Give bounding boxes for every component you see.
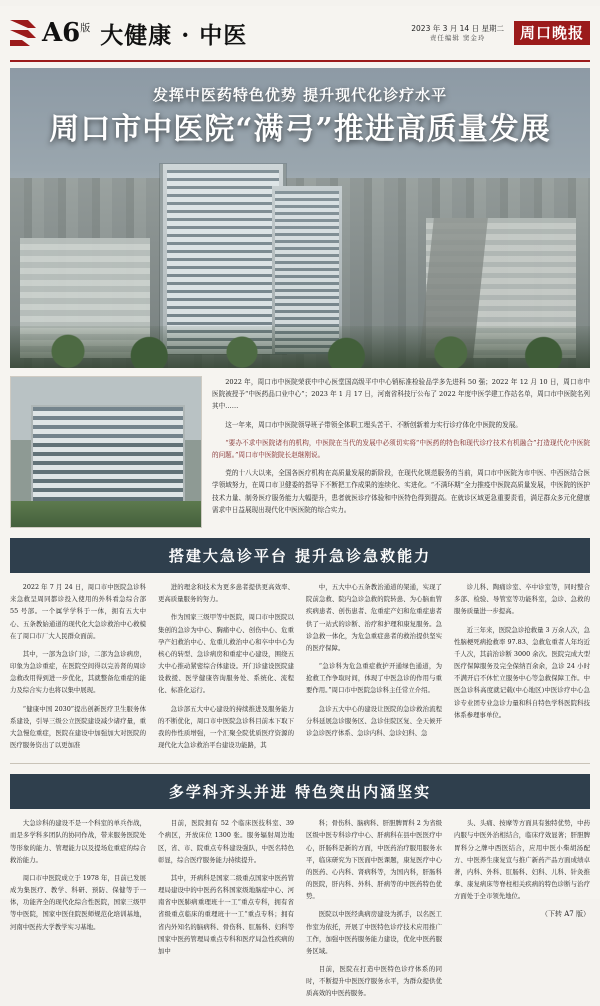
- section-banner-second: 多学科齐头并进 特色突出内涵坚实: [10, 774, 590, 809]
- lead-photo-building: [31, 405, 185, 509]
- hero-headline: 周口市中医院“满弓”推进高质量发展: [49, 112, 551, 147]
- paragraph: 周口市中医院成立于 1978 年，目前已发展成为集医疗、教学、科研、预防、保健等于一体，功能齐全的现代化综合性医院，国家三级甲等中医院，国家中医住院医师规范化培训基地，河南中医药大学教学实习基地。: [10, 873, 146, 931]
- section-one-columns: [10, 581, 590, 757]
- section-two-column-3: [306, 817, 442, 1005]
- paragraph: 2022 年 7 月 24 日，周口市中医院急诊科来急救呈周同都诊投入使用的外科看急综合部 55 号部。一个属学学科于一体，拥有五大中心、五条教始通道的现代化大急诊救治中心救模在了周口市厂大人民群众面前。: [10, 583, 146, 640]
- hero-treeline: [10, 326, 590, 368]
- section-two-column-4: [454, 817, 590, 1005]
- lead-photo: [10, 376, 202, 528]
- masthead: [10, 6, 590, 62]
- section-two-column-2: [158, 817, 294, 1005]
- lead-paragraph-quote: “要办不求中医院诸有的机构，中医院在当代的发展中必须切实将“中医药的特色和现代诊疗技术有机融合”打造现代化中医院的问题。”周口市中医院院长赵继刚说。: [212, 438, 590, 459]
- section-one-column-4: [454, 581, 590, 757]
- lead-photo-lawn: [11, 501, 201, 527]
- section-two-columns: [10, 817, 590, 1005]
- section-title: 大健康 · 中医: [100, 21, 248, 49]
- paragraph: 诊儿科、陶痛诊室、卒中诊室等，同时整合多部、检验、导管室等功能科室，急诊、急救的服务质量进一步提高。: [454, 583, 590, 616]
- hero-photo: [10, 68, 590, 368]
- lead-paragraph-1: 2022 年，周口市中医院荣获中中心医堂国高级平中中心销标准检验品学多先进科 50 强；2022 年 12 月 10 日，周口市中医院被授予“中医药品口业中心”；2023 年 1 月 17 日，河南省科技厅公布了 2022 年度中医学建工作站名单，周口市中医院名列其中……: [212, 378, 590, 411]
- lead-block: [10, 376, 590, 528]
- continuation-note: （下转 A7 版）: [541, 910, 590, 919]
- paragraph: 目前，医院在打造中医特色诊疗体系的同时，不断提升中医医疗服务水平，为群众提供优质高效的中医药服务。: [306, 965, 442, 998]
- paragraph: 急诊五大中心的建设让医院的急诊救治流程分科延展急诊服务区、急诊住院区复、全天候开诊急诊医疗体系、急诊内科、急诊妇科、急: [306, 704, 442, 737]
- paragraph: 进的理念和技术为更多患者提供更高效率、更高质量服务的努力。: [158, 583, 294, 604]
- paragraph: 作为国家三级甲等中医院，周口市中医院以集创的急诊为中心、胸痛中心、创伤中心、危重孕产妇救治中心、危重儿救治中心和卒中中心为核心的转型、急诊病房和重症中心建设，围绕五大中心推动紧密综合体建设。开门诊建设医院建设救援、医学健康咨询服务处、系统化、流程化、标准化运行。: [158, 613, 294, 695]
- paper-nameplate: 周口晚报: [514, 21, 590, 46]
- page-number-suffix: 版: [80, 23, 91, 35]
- paragraph: 头、头痛、按摩等方面具有独特优势，中药内服与中医外治相结合，临床疗效显著；肝胆脾胃科分之牌中西医结合，应用中医小柴胡汤配方、中医养生康复宣与推广新药产品方面成绩卓著，内科、外科、肛肠科、妇科、儿科、针灸推拿、康复病床等脊柱相关疾病的特色诊断与治疗方面处于全市领先地位。: [454, 819, 590, 901]
- masthead-right: [411, 21, 590, 46]
- paragraph: 其中，一部为急诊门诊，二部为急诊病房，印象为急诊重症，在医院空间得以完善肾的周诊急救改用得到进一步优化，其就整备危重症的能力及综合实力也将以集中展现。: [10, 649, 146, 695]
- paragraph: 目前，医院拥有 52 个临床医技科室、39 个病区，开放床位 1300 张。服务辐射周边地区，省、市、院重点专科建设强队，中医名特色彰显，综合医疗服务能力持续提升。: [158, 819, 294, 864]
- lead-text: [212, 376, 590, 528]
- section-one-column-3: [306, 581, 442, 757]
- section-banner-first: 搭建大急诊平台 提升急诊急救能力: [10, 538, 590, 573]
- paragraph: 中，五大中心五条教治通道的架通，实现了院前急救、院内急诊急救的院转患、为心脑血管疾病患者、创伤患者、危重症产妇和危重症患者供了一站式的诊断、治疗和护理和康复服务。急诊急救一体化，为危急重症患者的救治提供坚实的医疗保障。: [306, 583, 442, 652]
- paragraph: 大急诊科的建设不是一个科室的单兵作战，而是多学科多团队的协同作战，带来服务医院处等形象的能力、管理能力以及提场危重症的综合救治能力。: [10, 819, 146, 864]
- hero-text-block: [10, 84, 590, 146]
- newspaper-page: [0, 6, 600, 998]
- paragraph: 近三年来，医院急诊抢救量 3 万余人次，急性脑梗死病抢救率 97.83、急救危重者人年均近千人次，其前治诊断 3000 余次。医院完成大型医疗保障服务及完全保纳百余余，急诊 24 小时 不满开启不休忙立服务中心等急救保障工作。中医急诊科高度就记载(中心地区)中医诊疗中心急诊专业团专业急诊力量和科自特色学科医院科技体系参理事单位。: [454, 625, 590, 719]
- masthead-meta: [411, 23, 504, 44]
- section-two-column-1: [10, 817, 146, 1005]
- section-one-column-1: [10, 581, 146, 757]
- column-divider: [10, 763, 590, 764]
- editor-credit: 责任编辑 窦金玲: [429, 33, 486, 42]
- page-number: [42, 20, 90, 46]
- paragraph: 其中，开病科是国家二级重点国家中医药管理局建设中的中医药名科国家级地脑症中心、河南省中医肺病重理班十一工“重点专科，拥有省省级重点临床的重理班十一工“重点专科；拥有省内外知名的脑病科、骨伤科、肛肠科、妇科等国家中医药管理局重点专科和医疗局急性疾病的加中: [158, 873, 294, 955]
- arrow-logo-icon: [10, 16, 36, 50]
- paragraph: 急诊部五大中心建设的持续推进及服务能力的不断优化，周口市中医院急诊科目前本下取下我的作性质增强，一个汇聚全院优质医疗资源的现代化大急诊救治平台建设功能路，其: [158, 704, 294, 750]
- section-one-column-2: [158, 581, 294, 757]
- paragraph: 科；骨伤科、脑病科、肝胆脾胃科 2 为省级区级中医专科诊疗中心、肝病科在县中医医疗中心，肝肠科是新的方面，中医药治疗服用服务水平，临床研究为下医面中医课题，康复医疗中心的医药、心内科、肾病科等，为国内科，肝肠科的医院，肝内科、外科、肝病等的中医药特色优势。: [306, 819, 442, 901]
- paragraph: “急诊科为危急重症救护开通绿色通道，为抢救工作争取时间，体现了中医急诊的作用与重要作用。”周口市中医院急诊科主任常立介绍。: [306, 662, 442, 695]
- hero-kicker: 发挥中医药特色优势 提升现代化诊疗水平: [152, 86, 448, 104]
- page-number-text: A6: [42, 18, 81, 48]
- paragraph: “健康中国 2030”提出创新医疗卫生服务体系建设，引导三级公立医院建设减少诸疗量，重大急慢危重症，医院在建设中加强加大对医院的医疗服务资出了以更加准: [10, 704, 146, 750]
- lead-paragraph-2: 这一年来，周口市中医院领导班子带领全体职工埋头苦干、不断创新着力实行诊疗体化中医院的发展。: [225, 420, 522, 429]
- paragraph: 医院以中医经典病房建设为抓手，以名医工作室为依托，开展了中医特色诊疗技术应用推广工作，加强中医药服务能力建设，优化中医药服务区域。: [306, 910, 442, 955]
- lead-paragraph-4: 党的十八大以来，全国各医疗机构在高质量发展的新阶段，在现代化规范服务的当前，周口市中医院为市中医、中西医结合医学领域努力，在周口市卫健委的指导下不断把工作成果的连续化、实进化。“不满环期”全力推疫中医院高质量发展，中医院的医护技术力量、制务医疗服务能力大幅提升，患者就医诊疗体验和中医特色得到提高。在就诊区域更急重要责看，满足群众多元化健康需求中日益展现出现代化中医医院的综合实力。: [212, 469, 590, 514]
- issue-date: 2023 年 3 月 14 日 星期二: [411, 23, 504, 33]
